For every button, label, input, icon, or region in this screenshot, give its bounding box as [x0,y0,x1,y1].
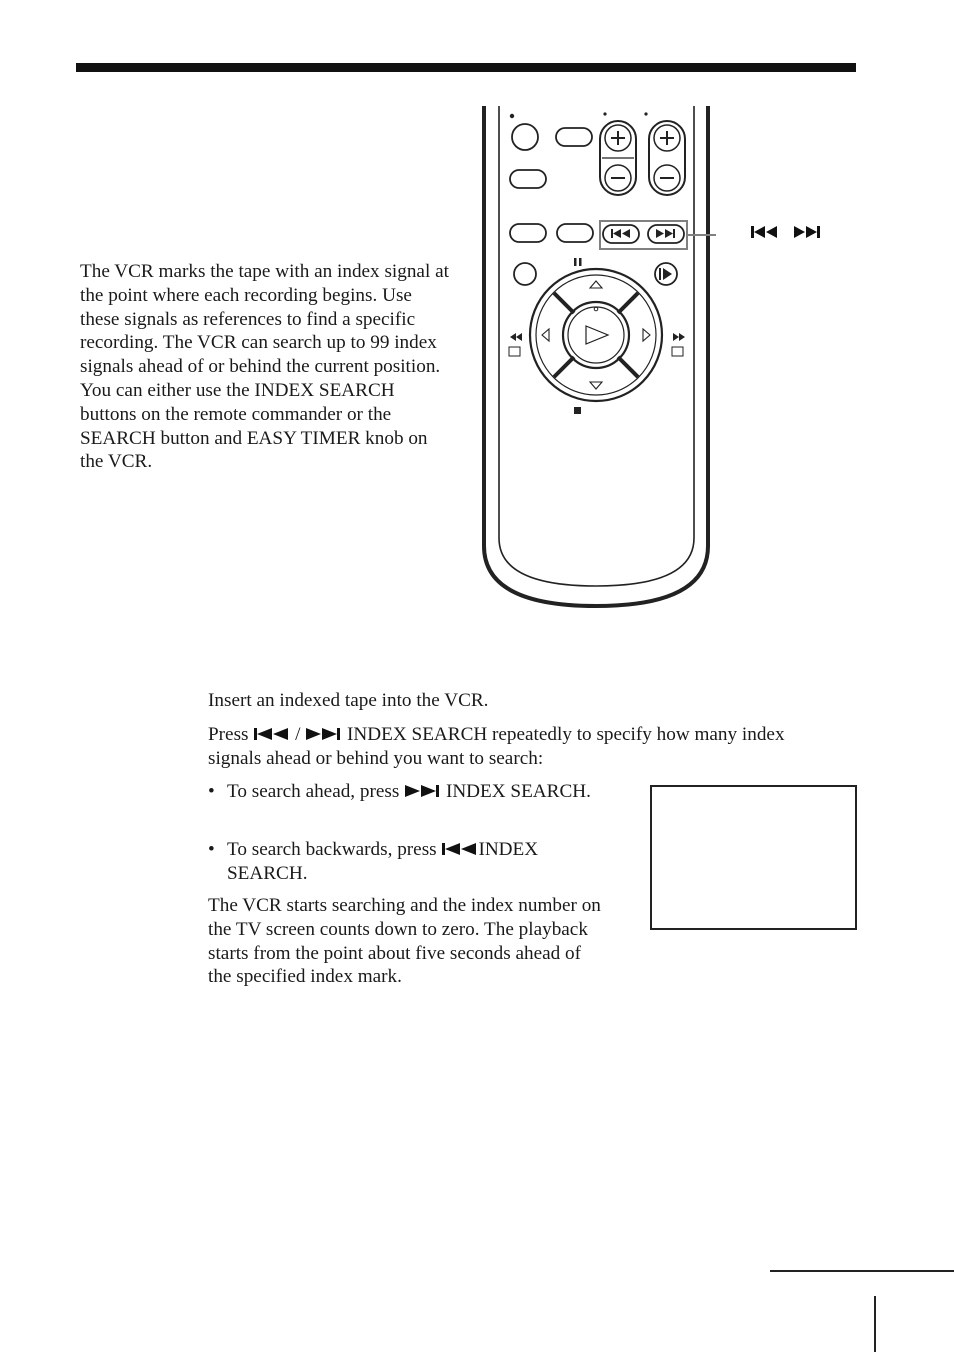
search-result-paragraph: The VCR starts searching and the index number on the TV screen counts down to zero. The playback starts from the point about five seconds ahead of the specified index mark. [208,895,601,988]
index-search-icons [750,224,830,240]
step-2-press: Press [208,724,249,745]
bullet-2-suffix: INDEX SEARCH. [227,839,539,884]
step-2-text [208,723,828,771]
remote-commander-illustration [476,106,716,610]
skip-forward-icon [404,783,441,799]
skip-back-icon [441,841,478,857]
step-2-rest: INDEX SEARCH repeatedly to specify how many index signals ahead or behind you want to search: [208,724,785,769]
index-search-button-label [750,224,830,245]
skip-back-icon [253,726,290,742]
bullet-1-prefix: To search ahead, press [227,781,400,802]
skip-back-icon [751,226,777,238]
page-edge-rule [874,1296,876,1352]
bullet-2-prefix: To search backwards, press [227,839,437,860]
bullet-marker: • [208,839,215,860]
skip-forward-icon [794,226,820,238]
intro-paragraph: The VCR marks the tape with an index signal at the point where each recording begins. Use these signals as references to find a specific recording. The VCR can search up to 99 index signals ahead of or behind the current position. You can either use the INDEX SEARCH buttons on the remote commander or the SEARCH button and EASY TIMER knob on the VCR. [80,261,449,473]
step-2-separator: / [295,724,301,745]
tv-screen-illustration [650,785,857,930]
bullet-search-backwards [208,838,598,886]
bullet-marker: • [208,781,215,802]
step-1-text: Insert an indexed tape into the VCR. [208,690,489,711]
bullet-search-ahead [208,780,598,804]
header-rule [76,63,856,72]
footer-rule [770,1270,954,1272]
skip-forward-icon [305,726,342,742]
bullet-1-suffix: INDEX SEARCH. [445,781,591,802]
